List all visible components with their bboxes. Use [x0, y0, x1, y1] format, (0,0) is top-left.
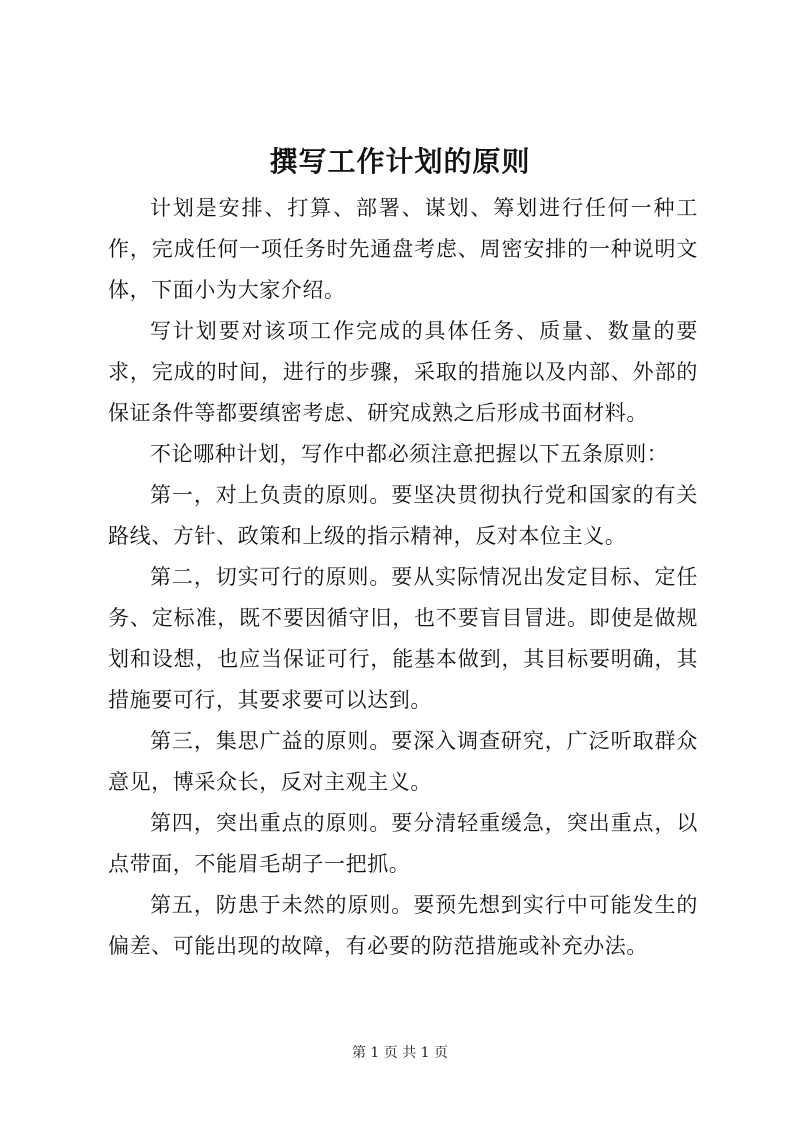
page-footer: 第 1 页 共 1 页: [351, 1045, 449, 1061]
paragraph-principle-5: 第五，防患于未然的原则。要预先想到实行中可能发生的偏差、可能出现的故障，有必要的防范措施或补充办法。: [108, 893, 698, 958]
paragraph-principle-3: 第三，集思广益的原则。要深入调查研究，广泛听取群众意见，博采众长，反对主观主义。: [108, 729, 698, 794]
paragraph-principle-4: 第四，突出重点的原则。要分清轻重缓急，突出重点，以点带面，不能眉毛胡子一把抓。: [108, 811, 698, 876]
paragraph-requirements: 写计划要对该项工作完成的具体任务、质量、数量的要求，完成的时间，进行的步骤，采取的措施以及内部、外部的保证条件等都要缜密考虑、研究成熟之后形成书面材料。: [108, 319, 698, 425]
paragraph-intro: 计划是安排、打算、部署、谋划、筹划进行任何一种工作，完成任何一项任务时先通盘考虑、周密安排的一种说明文体，下面小为大家介绍。: [108, 196, 698, 302]
page-title: 撰写工作计划的原则: [269, 145, 531, 178]
paragraph-principles-lead: 不论哪种计划，写作中都必须注意把握以下五条原则：: [150, 442, 669, 466]
document-body: [108, 188, 698, 967]
paragraph-principle-2: 第二，切实可行的原则。要从实际情况出发定目标、定任务、定标准，既不要因循守旧，也不要盲目冒进。即使是做规划和设想，也应当保证可行，能基本做到，其目标要明确，其措施要可行，其要求要可以达到。: [108, 565, 698, 712]
paragraph-principle-1: 第一，对上负责的原则。要坚决贯彻执行党和国家的有关路线、方针、政策和上级的指示精神，反对本位主义。: [108, 483, 698, 548]
